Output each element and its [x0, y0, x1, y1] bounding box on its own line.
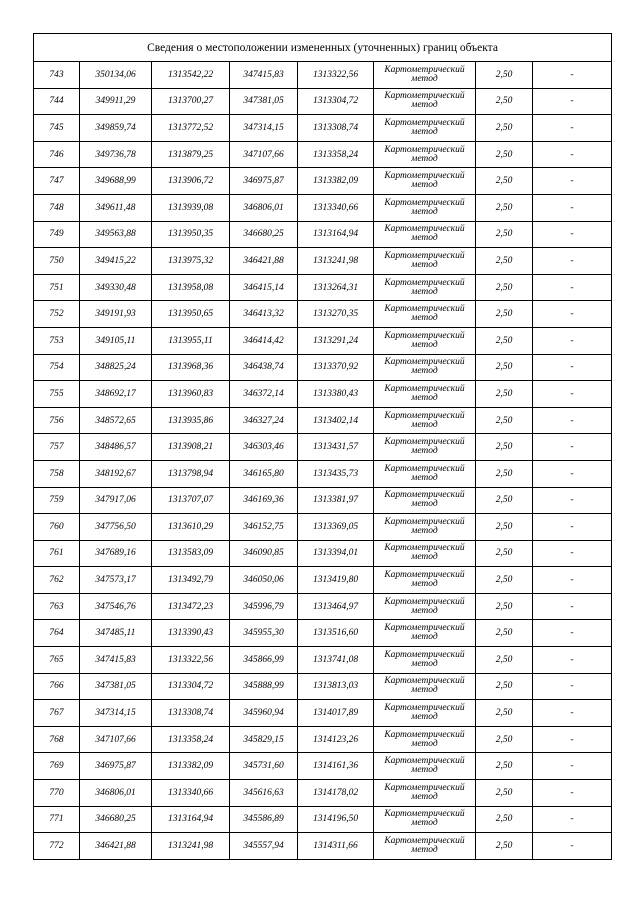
cell-note: -	[533, 194, 612, 221]
table-row	[34, 460, 612, 487]
cell-note: -	[533, 274, 612, 301]
cell-accuracy: 2,50	[476, 567, 533, 594]
cell-new-x: 347314,15	[230, 115, 298, 142]
cell-point-number: 760	[34, 514, 80, 541]
cell-new-y: 1313270,35	[298, 301, 374, 328]
cell-point-number: 768	[34, 726, 80, 753]
cell-existing-y: 1313390,43	[152, 620, 230, 647]
cell-new-x: 345586,89	[230, 806, 298, 833]
table-row	[34, 620, 612, 647]
cell-new-y: 1313402,14	[298, 407, 374, 434]
cell-point-number: 751	[34, 274, 80, 301]
cell-method: Картометрический метод	[374, 115, 476, 142]
cell-accuracy: 2,50	[476, 647, 533, 674]
cell-new-x: 346372,14	[230, 381, 298, 408]
cell-note: -	[533, 753, 612, 780]
cell-new-y: 1313340,66	[298, 194, 374, 221]
cell-existing-y: 1313707,07	[152, 487, 230, 514]
cell-existing-y: 1313241,98	[152, 833, 230, 860]
table-row	[34, 88, 612, 115]
cell-existing-x: 347573,17	[80, 567, 152, 594]
cell-existing-y: 1313950,35	[152, 221, 230, 248]
cell-method: Картометрический метод	[374, 274, 476, 301]
cell-method: Картометрический метод	[374, 753, 476, 780]
cell-new-x: 347107,66	[230, 141, 298, 168]
cell-existing-y: 1313772,52	[152, 115, 230, 142]
cell-method: Картометрический метод	[374, 168, 476, 195]
table-row	[34, 673, 612, 700]
cell-note: -	[533, 514, 612, 541]
cell-existing-x: 349415,22	[80, 248, 152, 275]
cell-method: Картометрический метод	[374, 381, 476, 408]
cell-new-x: 345829,15	[230, 726, 298, 753]
cell-new-y: 1313308,74	[298, 115, 374, 142]
cell-point-number: 762	[34, 567, 80, 594]
cell-existing-y: 1313906,72	[152, 168, 230, 195]
cell-accuracy: 2,50	[476, 673, 533, 700]
cell-existing-x: 346421,88	[80, 833, 152, 860]
cell-existing-x: 347689,16	[80, 540, 152, 567]
cell-point-number: 757	[34, 434, 80, 461]
cell-accuracy: 2,50	[476, 700, 533, 727]
cell-existing-x: 347314,15	[80, 700, 152, 727]
table-row	[34, 168, 612, 195]
cell-new-x: 346327,24	[230, 407, 298, 434]
cell-accuracy: 2,50	[476, 593, 533, 620]
cell-new-y: 1313304,72	[298, 88, 374, 115]
cell-method: Картометрический метод	[374, 700, 476, 727]
cell-existing-x: 350134,06	[80, 62, 152, 89]
cell-new-y: 1314311,66	[298, 833, 374, 860]
cell-existing-x: 349911,29	[80, 88, 152, 115]
cell-existing-x: 347546,76	[80, 593, 152, 620]
cell-method: Картометрический метод	[374, 407, 476, 434]
cell-accuracy: 2,50	[476, 833, 533, 860]
cell-new-y: 1314017,89	[298, 700, 374, 727]
cell-existing-y: 1313879,25	[152, 141, 230, 168]
cell-method: Картометрический метод	[374, 354, 476, 381]
cell-note: -	[533, 327, 612, 354]
cell-point-number: 765	[34, 647, 80, 674]
cell-new-y: 1313516,60	[298, 620, 374, 647]
table-row	[34, 593, 612, 620]
cell-point-number: 761	[34, 540, 80, 567]
cell-new-y: 1313394,01	[298, 540, 374, 567]
cell-existing-y: 1313322,56	[152, 647, 230, 674]
cell-existing-x: 346806,01	[80, 780, 152, 807]
cell-new-x: 345616,63	[230, 780, 298, 807]
table-row	[34, 62, 612, 89]
cell-method: Картометрический метод	[374, 620, 476, 647]
table-row	[34, 780, 612, 807]
cell-new-x: 346090,85	[230, 540, 298, 567]
cell-note: -	[533, 62, 612, 89]
cell-method: Картометрический метод	[374, 460, 476, 487]
cell-new-x: 345866,99	[230, 647, 298, 674]
cell-note: -	[533, 221, 612, 248]
cell-new-y: 1313813,03	[298, 673, 374, 700]
cell-existing-y: 1313700,27	[152, 88, 230, 115]
cell-new-y: 1313380,43	[298, 381, 374, 408]
cell-accuracy: 2,50	[476, 274, 533, 301]
cell-existing-y: 1313935,86	[152, 407, 230, 434]
table-row	[34, 833, 612, 860]
cell-method: Картометрический метод	[374, 221, 476, 248]
cell-point-number: 753	[34, 327, 80, 354]
cell-accuracy: 2,50	[476, 248, 533, 275]
cell-new-x: 346421,88	[230, 248, 298, 275]
cell-method: Картометрический метод	[374, 434, 476, 461]
cell-existing-y: 1313164,94	[152, 806, 230, 833]
cell-point-number: 770	[34, 780, 80, 807]
cell-existing-y: 1313908,21	[152, 434, 230, 461]
cell-new-y: 1313464,97	[298, 593, 374, 620]
cell-point-number: 749	[34, 221, 80, 248]
cell-point-number: 763	[34, 593, 80, 620]
cell-point-number: 747	[34, 168, 80, 195]
cell-new-y: 1313291,24	[298, 327, 374, 354]
cell-existing-x: 349736,78	[80, 141, 152, 168]
table-title: Сведения о местоположении измененных (уточненных) границ объекта	[34, 34, 612, 62]
cell-accuracy: 2,50	[476, 487, 533, 514]
cell-new-x: 346680,25	[230, 221, 298, 248]
cell-method: Картометрический метод	[374, 567, 476, 594]
cell-new-x: 346169,36	[230, 487, 298, 514]
cell-point-number: 769	[34, 753, 80, 780]
cell-note: -	[533, 673, 612, 700]
cell-accuracy: 2,50	[476, 726, 533, 753]
cell-method: Картометрический метод	[374, 514, 476, 541]
table-row	[34, 806, 612, 833]
cell-new-y: 1313164,94	[298, 221, 374, 248]
cell-existing-x: 347485,11	[80, 620, 152, 647]
cell-new-y: 1314161,36	[298, 753, 374, 780]
cell-point-number: 754	[34, 354, 80, 381]
cell-method: Картометрический метод	[374, 780, 476, 807]
cell-new-y: 1313741,08	[298, 647, 374, 674]
cell-point-number: 759	[34, 487, 80, 514]
cell-method: Картометрический метод	[374, 487, 476, 514]
cell-accuracy: 2,50	[476, 620, 533, 647]
cell-new-y: 1313431,57	[298, 434, 374, 461]
cell-new-x: 345557,94	[230, 833, 298, 860]
cell-new-y: 1313358,24	[298, 141, 374, 168]
table-row	[34, 301, 612, 328]
table-row	[34, 327, 612, 354]
cell-method: Картометрический метод	[374, 248, 476, 275]
cell-note: -	[533, 407, 612, 434]
cell-accuracy: 2,50	[476, 221, 533, 248]
boundary-table	[33, 33, 612, 860]
cell-note: -	[533, 88, 612, 115]
cell-point-number: 745	[34, 115, 80, 142]
cell-new-y: 1313382,09	[298, 168, 374, 195]
table-row	[34, 726, 612, 753]
cell-note: -	[533, 354, 612, 381]
cell-point-number: 766	[34, 673, 80, 700]
cell-method: Картометрический метод	[374, 726, 476, 753]
cell-note: -	[533, 248, 612, 275]
cell-existing-y: 1313308,74	[152, 700, 230, 727]
cell-new-y: 1313322,56	[298, 62, 374, 89]
cell-accuracy: 2,50	[476, 381, 533, 408]
cell-point-number: 748	[34, 194, 80, 221]
cell-existing-x: 347415,83	[80, 647, 152, 674]
cell-note: -	[533, 540, 612, 567]
table-row	[34, 354, 612, 381]
table-row	[34, 381, 612, 408]
cell-method: Картометрический метод	[374, 327, 476, 354]
cell-accuracy: 2,50	[476, 514, 533, 541]
cell-point-number: 746	[34, 141, 80, 168]
cell-new-y: 1313370,92	[298, 354, 374, 381]
cell-note: -	[533, 806, 612, 833]
cell-new-x: 345996,79	[230, 593, 298, 620]
cell-existing-x: 347917,06	[80, 487, 152, 514]
cell-existing-x: 348192,67	[80, 460, 152, 487]
cell-accuracy: 2,50	[476, 460, 533, 487]
cell-accuracy: 2,50	[476, 434, 533, 461]
cell-existing-y: 1313358,24	[152, 726, 230, 753]
cell-point-number: 750	[34, 248, 80, 275]
cell-existing-y: 1313492,79	[152, 567, 230, 594]
cell-new-x: 346165,80	[230, 460, 298, 487]
cell-existing-x: 347381,05	[80, 673, 152, 700]
cell-note: -	[533, 647, 612, 674]
cell-note: -	[533, 141, 612, 168]
cell-method: Картометрический метод	[374, 647, 476, 674]
cell-accuracy: 2,50	[476, 407, 533, 434]
cell-existing-y: 1313583,09	[152, 540, 230, 567]
cell-note: -	[533, 434, 612, 461]
cell-method: Картометрический метод	[374, 806, 476, 833]
cell-accuracy: 2,50	[476, 806, 533, 833]
table-header-row	[34, 34, 612, 62]
cell-new-x: 345731,60	[230, 753, 298, 780]
cell-new-x: 346413,32	[230, 301, 298, 328]
cell-existing-x: 347107,66	[80, 726, 152, 753]
table-row	[34, 274, 612, 301]
cell-existing-y: 1313610,29	[152, 514, 230, 541]
cell-existing-x: 346680,25	[80, 806, 152, 833]
table-row	[34, 141, 612, 168]
cell-accuracy: 2,50	[476, 194, 533, 221]
cell-method: Картометрический метод	[374, 540, 476, 567]
cell-note: -	[533, 115, 612, 142]
cell-accuracy: 2,50	[476, 62, 533, 89]
cell-existing-x: 348692,17	[80, 381, 152, 408]
cell-point-number: 758	[34, 460, 80, 487]
cell-existing-x: 348572,65	[80, 407, 152, 434]
table-row	[34, 434, 612, 461]
cell-note: -	[533, 168, 612, 195]
cell-accuracy: 2,50	[476, 327, 533, 354]
cell-accuracy: 2,50	[476, 301, 533, 328]
table-row	[34, 514, 612, 541]
cell-existing-y: 1313939,08	[152, 194, 230, 221]
cell-existing-y: 1313968,36	[152, 354, 230, 381]
cell-new-x: 347381,05	[230, 88, 298, 115]
cell-new-y: 1313369,05	[298, 514, 374, 541]
cell-new-x: 345960,94	[230, 700, 298, 727]
cell-note: -	[533, 833, 612, 860]
cell-accuracy: 2,50	[476, 115, 533, 142]
cell-method: Картометрический метод	[374, 194, 476, 221]
cell-existing-y: 1313472,23	[152, 593, 230, 620]
cell-point-number: 752	[34, 301, 80, 328]
cell-accuracy: 2,50	[476, 753, 533, 780]
cell-new-y: 1313435,73	[298, 460, 374, 487]
cell-new-y: 1313381,97	[298, 487, 374, 514]
cell-note: -	[533, 567, 612, 594]
cell-note: -	[533, 460, 612, 487]
cell-accuracy: 2,50	[476, 168, 533, 195]
cell-method: Картометрический метод	[374, 141, 476, 168]
cell-existing-x: 349859,74	[80, 115, 152, 142]
cell-new-y: 1314196,50	[298, 806, 374, 833]
cell-existing-y: 1313382,09	[152, 753, 230, 780]
table-row	[34, 194, 612, 221]
cell-point-number: 771	[34, 806, 80, 833]
cell-existing-x: 348486,57	[80, 434, 152, 461]
cell-note: -	[533, 487, 612, 514]
cell-existing-x: 347756,50	[80, 514, 152, 541]
cell-new-y: 1313241,98	[298, 248, 374, 275]
cell-existing-x: 349191,93	[80, 301, 152, 328]
cell-accuracy: 2,50	[476, 354, 533, 381]
cell-method: Картометрический метод	[374, 88, 476, 115]
table-row	[34, 700, 612, 727]
cell-method: Картометрический метод	[374, 593, 476, 620]
cell-new-y: 1314178,02	[298, 780, 374, 807]
cell-accuracy: 2,50	[476, 780, 533, 807]
cell-note: -	[533, 726, 612, 753]
cell-method: Картометрический метод	[374, 673, 476, 700]
cell-new-x: 346050,06	[230, 567, 298, 594]
cell-new-x: 345888,99	[230, 673, 298, 700]
cell-existing-y: 1313955,11	[152, 327, 230, 354]
cell-new-x: 346806,01	[230, 194, 298, 221]
cell-existing-y: 1313975,32	[152, 248, 230, 275]
cell-new-x: 346414,42	[230, 327, 298, 354]
cell-note: -	[533, 780, 612, 807]
cell-new-x: 345955,30	[230, 620, 298, 647]
cell-new-x: 346303,46	[230, 434, 298, 461]
cell-existing-y: 1313960,83	[152, 381, 230, 408]
table-row	[34, 221, 612, 248]
cell-existing-x: 346975,87	[80, 753, 152, 780]
table-row	[34, 248, 612, 275]
cell-method: Картометрический метод	[374, 833, 476, 860]
cell-existing-x: 349330,48	[80, 274, 152, 301]
table-row	[34, 115, 612, 142]
cell-new-y: 1314123,26	[298, 726, 374, 753]
cell-point-number: 767	[34, 700, 80, 727]
cell-method: Картометрический метод	[374, 301, 476, 328]
cell-existing-x: 349563,88	[80, 221, 152, 248]
cell-accuracy: 2,50	[476, 141, 533, 168]
cell-existing-x: 349611,48	[80, 194, 152, 221]
cell-new-x: 346152,75	[230, 514, 298, 541]
cell-point-number: 744	[34, 88, 80, 115]
cell-point-number: 764	[34, 620, 80, 647]
table-row	[34, 487, 612, 514]
cell-method: Картометрический метод	[374, 62, 476, 89]
cell-note: -	[533, 381, 612, 408]
cell-existing-x: 348825,24	[80, 354, 152, 381]
cell-existing-y: 1313958,08	[152, 274, 230, 301]
cell-point-number: 772	[34, 833, 80, 860]
cell-existing-y: 1313950,65	[152, 301, 230, 328]
cell-new-y: 1313264,31	[298, 274, 374, 301]
cell-accuracy: 2,50	[476, 88, 533, 115]
cell-accuracy: 2,50	[476, 540, 533, 567]
cell-note: -	[533, 620, 612, 647]
table-row	[34, 407, 612, 434]
cell-new-x: 346438,74	[230, 354, 298, 381]
cell-note: -	[533, 700, 612, 727]
cell-point-number: 743	[34, 62, 80, 89]
cell-note: -	[533, 301, 612, 328]
table-row	[34, 753, 612, 780]
cell-point-number: 755	[34, 381, 80, 408]
cell-existing-y: 1313304,72	[152, 673, 230, 700]
cell-existing-y: 1313542,22	[152, 62, 230, 89]
cell-note: -	[533, 593, 612, 620]
cell-existing-x: 349105,11	[80, 327, 152, 354]
table-row	[34, 647, 612, 674]
cell-new-x: 346975,87	[230, 168, 298, 195]
cell-existing-y: 1313798,94	[152, 460, 230, 487]
cell-new-x: 346415,14	[230, 274, 298, 301]
table-row	[34, 567, 612, 594]
cell-existing-x: 349688,99	[80, 168, 152, 195]
cell-new-y: 1313419,80	[298, 567, 374, 594]
cell-new-x: 347415,83	[230, 62, 298, 89]
cell-existing-y: 1313340,66	[152, 780, 230, 807]
cell-point-number: 756	[34, 407, 80, 434]
table-row	[34, 540, 612, 567]
